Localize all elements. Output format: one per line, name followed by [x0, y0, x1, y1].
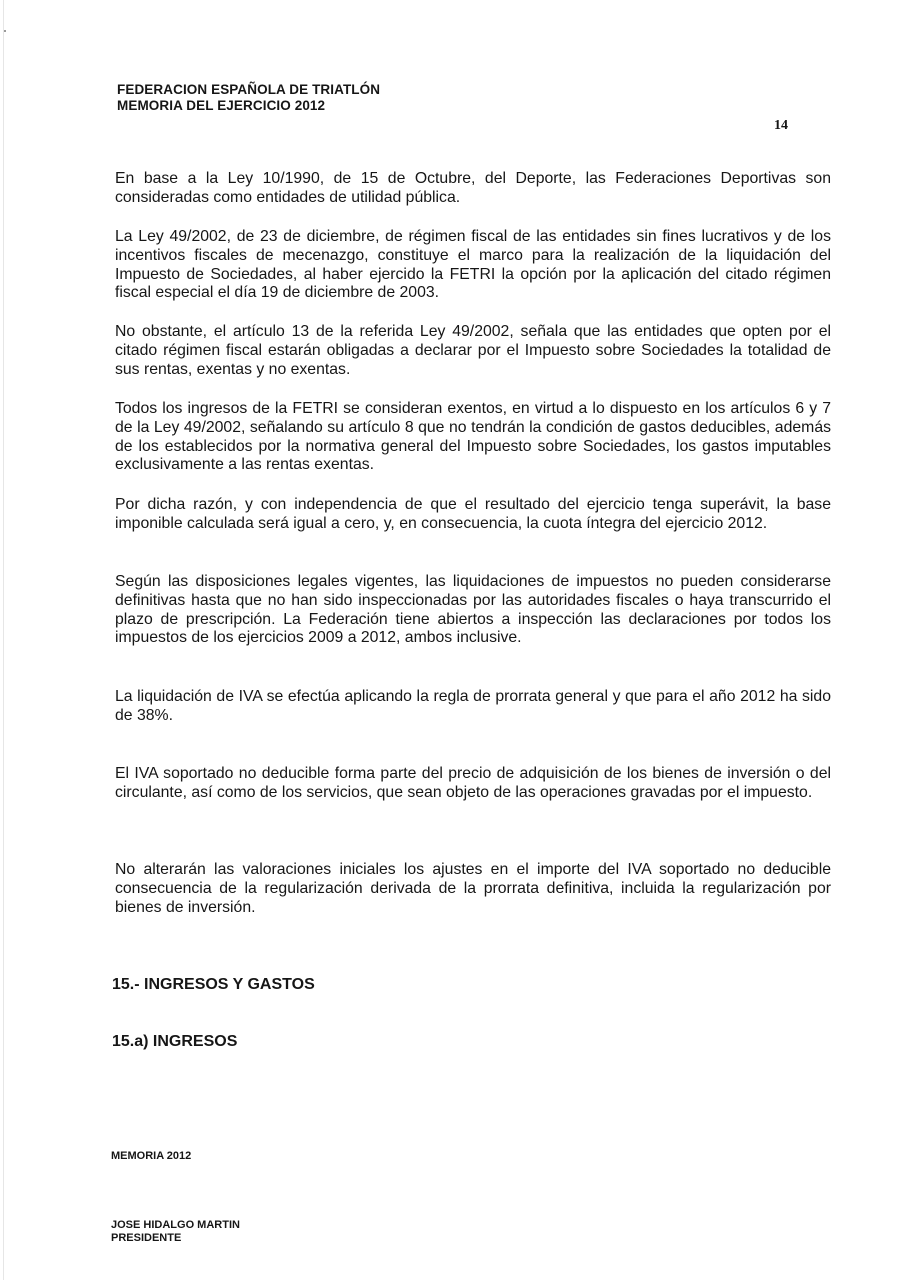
paragraph-valoraciones-iniciales: No alterarán las valoraciones iniciales los ajustes en el importe del IVA soportado no deducible consecuencia de la regularización derivada de la prorrata definitiva, incluida la regularización por bienes de inversión. — [115, 861, 831, 916]
paragraph-ley-deporte: En base a la Ley 10/1990, de 15 de Octubre, del Deporte, las Federaciones Deportivas son consideradas como entidades de utilidad pública. — [115, 170, 831, 206]
paragraph-ingresos-exentos: Todos los ingresos de la FETRI se consideran exentos, en virtud a lo dispuesto en los artículos 6 y 7 de la Ley 49/2002, señalando su artículo 8 que no tendrán la condición de gastos deducibles, además de los establecidos por la normativa general del Impuesto sobre Sociedades, los gastos imputables exclusivamente a las rentas exentas. — [115, 400, 831, 474]
scan-edge-line — [3, 0, 4, 1280]
paragraph-iva-soportado: El IVA soportado no deducible forma parte del precio de adquisición de los bienes de inversión o del circulante, así como de los servicios, que sean objeto de las operaciones gravadas por el impuesto. — [115, 765, 831, 801]
page-number: 14 — [774, 118, 788, 133]
document-header — [117, 82, 380, 114]
paragraph-liquidacion-iva: La liquidación de IVA se efectúa aplicando la regla de prorrata general y que para el año 2012 ha sido de 38%. — [115, 688, 831, 724]
section-heading-ingresos-gastos: 15.- INGRESOS Y GASTOS — [112, 976, 315, 993]
paragraph-disposiciones-legales: Según las disposiciones legales vigentes, las liquidaciones de impuestos no pueden considerarse definitivas hasta que no han sido inspeccionadas por las autoridades fiscales o haya transcurrido el plazo de prescripción. La Federación tiene abiertos a inspección las declaraciones por todos los impuestos de los ejercicios 2009 a 2012, ambos inclusive. — [115, 573, 831, 647]
header-organization: FEDERACION ESPAÑOLA DE TRIATLÓN — [117, 82, 381, 97]
footer-memoria: MEMORIA 2012 — [111, 1150, 192, 1162]
signatory-name: JOSE HIDALGO MARTIN — [111, 1219, 240, 1231]
header-subtitle: MEMORIA DEL EJERCICIO 2012 — [117, 98, 326, 113]
section-heading-ingresos: 15.a) INGRESOS — [112, 1033, 238, 1050]
footer-signatory — [111, 1219, 240, 1245]
paragraph-ley-49-2002: La Ley 49/2002, de 23 de diciembre, de régimen fiscal de las entidades sin fines lucrativos y de los incentivos fiscales de mecenazgo, constituye el marco para la realización de la liquidación del Impuesto de Sociedades, al haber ejercido la FETRI la opción por la aplicación del citado régimen fiscal especial el día 19 de diciembre de 2003. — [115, 228, 831, 302]
paragraph-articulo-13: No obstante, el artículo 13 de la referida Ley 49/2002, señala que las entidades que opten por el citado régimen fiscal estarán obligadas a declarar por el Impuesto sobre Sociedades la totalidad de sus rentas, exentas y no exentas. — [115, 323, 831, 378]
scan-edge-mark — [4, 30, 6, 32]
signatory-role: PRESIDENTE — [111, 1232, 182, 1244]
paragraph-base-imponible: Por dicha razón, y con independencia de que el resultado del ejercicio tenga superávit, la base imponible calculada será igual a cero, y, en consecuencia, la cuota íntegra del ejercicio 2012. — [115, 496, 831, 532]
